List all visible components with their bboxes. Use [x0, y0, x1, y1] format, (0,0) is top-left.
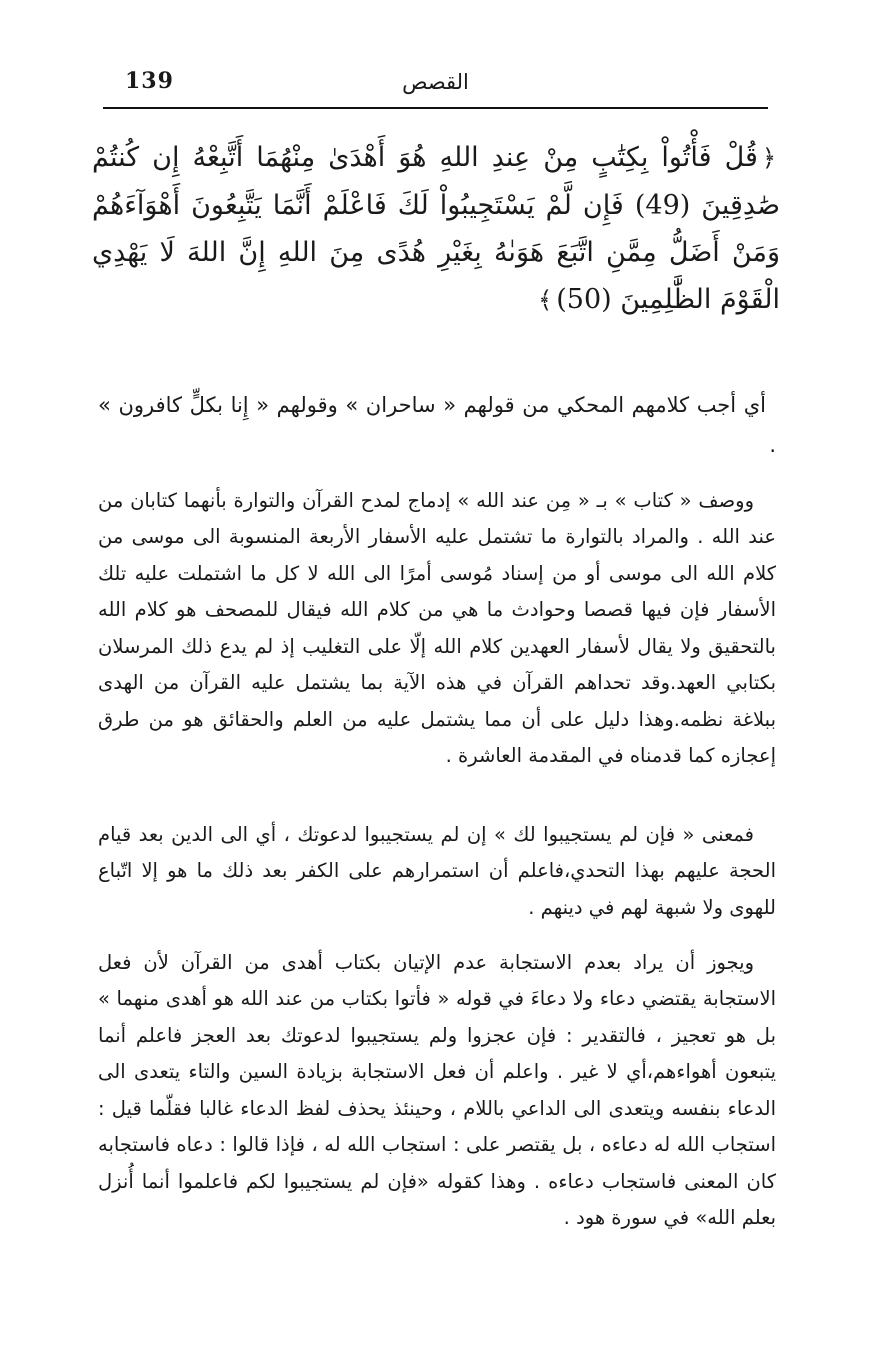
commentary-paragraph-1: أي أجب كلامهم المحكي من قولهم « ساحران » وقولهم « إِنا بكلٍّ كافرون » . [98, 393, 776, 457]
commentary-paragraph-4: ويجوز أن يراد بعدم الاستجابة عدم الإتيان بكتاب أهدى من القرآن لأن فعل الاستجابة يقتضي دعاء ولا دعاءَ في قوله « فأتوا بكتاب من عند الله هو أهدى منهما » بل هو تعجيز ، فالتقدير : فإن عجزوا ولم يستجيبوا لدعوتك بعد العجز فاعلم أنما يتبعون أهواءهم،أي لا غير . واعلم أن فعل الاستجابة بزيادة السين والتاء يتعدى الى الدعاء بنفسه ويتعدى الى الداعي باللام ، وحينئذ يحذف لفظ الدعاء غالبا فقلّما قيل : استجاب الله له دعاءه ، بل يقتصر على : استجاب الله له ، فإذا قالوا : دعاه فاستجابه كان المعنى فاستجاب دعاءه . وهذا كقوله «فإن لم يستجيبوا لكم فاعلموا أنما أُنزل بعلم الله» في سورة هود . [98, 950, 776, 1229]
page-number: 139 [125, 68, 174, 94]
page-header [103, 66, 768, 100]
verse-ornament-close: ﴾ [538, 286, 553, 314]
commentary-paragraph-3: فمعنى « فإن لم يستجيبوا لك » إن لم يستجيبوا لدعوتك ، أي الى الدين بعد قيام الحجة عليهم بهذا التحدي،فاعلم أن استمرارهم على الكفر بعد ذلك ما هو إلا اتّباع للهوى ولا شبهة لهم في دينهم . [98, 822, 776, 919]
running-title: القصص [402, 70, 469, 94]
header-rule [103, 107, 768, 109]
quran-verse-block [92, 134, 780, 324]
verse-text: قُلْ فَأْتُواْ بِكِتَٰبٍ مِنْ عِندِ اللهِ هُوَ أَهْدَىٰ مِنْهُمَا أَتَّبِعْهُ إِن كُنتُمْ صَٰدِقِينَ (49) فَإِن لَّمْ يَسْتَجِيبُواْ لَكَ فَاعْلَمْ أَنَّمَا يَتَّبِعُونَ أَهْوَآءَهُمْ وَمَنْ أَضَلُّ مِمَّنِ اتَّبَعَ هَوَىٰهُ بِغَيْرِ هُدًى مِنَ اللهِ إِنَّ اللهَ لَا يَهْدِي الْقَوْمَ الظَّٰلِمِينَ (50) [92, 142, 780, 315]
commentary-paragraph-2: ووصف « كتاب » بـ « مِن عند الله » إدماج لمدح القرآن والتوارة بأنهما كتابان من عند الله . والمراد بالتوارة ما تشتمل عليه الأسفار الأربعة المنسوبة الى موسى من كلام الله الى موسى أو من إسناد مُوسى أمرًا الى الله لا كل ما اشتملت عليه تلك الأسفار فإن فيها قصصا وحوادث ما هي من كلام الله فيقال للمصحف هو كلام الله بالتحقيق ولا يقال لأسفار العهدين كلام الله إلّا على التغليب إذ لم يدع ذلك المرسلان بكتابي العهد.وقد تحداهم القرآن في هذه الآية بما يشتمل عليه القرآن من الهدى ببلاغة نظمه.وهذا دليل على أن مما يشتمل عليه من العلم والحقائق هو من طرق إعجازه كما قدمناه في المقدمة العاشرة . [98, 488, 776, 767]
verse-ornament-open: ﴿ [761, 144, 776, 172]
